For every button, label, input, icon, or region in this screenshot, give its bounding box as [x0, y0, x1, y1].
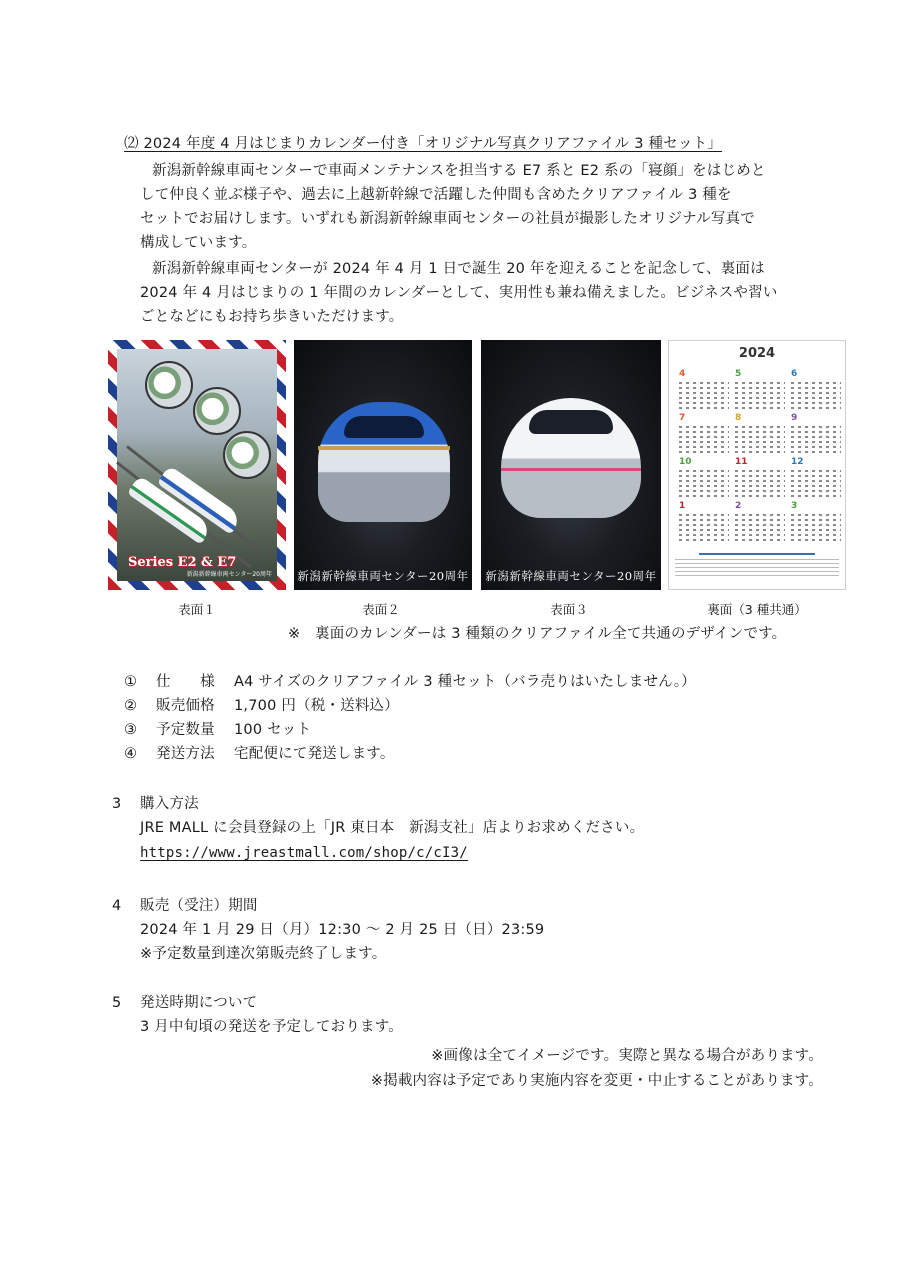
calendar-note: ※ 裏面のカレンダーは 3 種類のクリアファイル全て共通のデザインです。 [288, 626, 787, 642]
para1-line1: 新潟新幹線車両センターで車両メンテナンスを担当する E7 系と E2 系の「寝顔」をはじめと [152, 163, 766, 179]
para1-line2: して仲良く並ぶ様子や、過去に上越新幹線で活躍した仲間も含めたクリアファイル 3 種を [140, 187, 732, 203]
calendar-day-grid [735, 514, 785, 544]
sales-period: 2024 年 1 月 29 日（月）12:30 ～ 2 月 25 日（日）23:59 [140, 922, 545, 938]
calendar-month-number: 1 [679, 501, 686, 511]
section3-title: 購入方法 [140, 796, 199, 812]
calendar-day-grid [735, 382, 785, 412]
clear-file-front1-image [108, 340, 286, 590]
calendar-footer-title [699, 553, 815, 555]
calendar-footer-text [675, 559, 839, 579]
clear-file-back-calendar-image [668, 340, 846, 590]
front1-photo [117, 349, 277, 581]
calendar-day-grid [679, 470, 729, 500]
train-windshield [529, 410, 613, 434]
spec-label-4: 発送方法 [156, 746, 215, 762]
calendar-month-number: 12 [791, 457, 804, 467]
calendar-month [791, 369, 841, 419]
calendar-month-number: 6 [791, 369, 798, 379]
calendar-month-number: 4 [679, 369, 686, 379]
caption-front2: 表面２ [362, 602, 400, 617]
calendar-month-number: 2 [735, 501, 742, 511]
para2-line1: 新潟新幹線車両センターが 2024 年 4 月 1 日で誕生 20 年を迎えることを記念して、裏面は [152, 261, 765, 277]
inset-photo-3 [223, 431, 271, 479]
section4-title: 販売（受注）期間 [140, 898, 258, 914]
calendar-month-number: 3 [791, 501, 798, 511]
calendar-month-number: 7 [679, 413, 686, 423]
calendar-month [791, 501, 841, 551]
calendar-day-grid [791, 470, 841, 500]
train-stripe [501, 468, 641, 471]
clear-file-front2-image [294, 340, 472, 590]
sales-end-note: ※予定数量到達次第販売終了します。 [140, 946, 387, 962]
calendar-month [735, 457, 785, 507]
calendar-day-grid [791, 426, 841, 456]
calendar-month [679, 369, 729, 419]
para1-line4: 構成しています。 [140, 235, 257, 251]
spec-label-1: 仕 様 [156, 674, 215, 690]
spec-num-2: ② [124, 698, 138, 714]
clear-file-front3-image [481, 340, 661, 590]
front3-label: 新潟新幹線車両センター20周年 [485, 569, 657, 583]
calendar-day-grid [791, 514, 841, 544]
series-label: Series E2 & E7 [128, 555, 237, 570]
section4-number: 4 [112, 898, 122, 914]
spec-value-2: 1,700 円（税・送料込） [234, 698, 399, 714]
calendar-day-grid [735, 470, 785, 500]
para1-line3: セットでお届けします。いずれも新潟新幹線車両センターの社員が撮影したオリジナル写真で [140, 211, 755, 227]
caption-front3: 表面３ [550, 602, 588, 617]
section3-text: JRE MALL に会員登録の上「JR 東日本 新潟支社」店よりお求めください。 [140, 820, 645, 836]
calendar-month-number: 11 [735, 457, 748, 467]
spec-label-3: 予定数量 [156, 722, 215, 738]
calendar-month [791, 457, 841, 507]
spec-value-3: 100 セット [234, 722, 312, 738]
calendar-day-grid [679, 514, 729, 544]
calendar-day-grid [791, 382, 841, 412]
spec-num-4: ④ [124, 746, 138, 762]
spec-num-3: ③ [124, 722, 138, 738]
train-nose-e7 [318, 402, 450, 522]
calendar-month [679, 413, 729, 463]
section5-title: 発送時期について [140, 995, 258, 1011]
front1-small-text: 新潟新幹線車両センター20周年 [186, 571, 272, 578]
para2-line3: ごとなどにもお持ち歩きいただけます。 [140, 309, 404, 325]
jre-mall-link[interactable]: https://www.jreastmall.com/shop/c/cI3/ [140, 845, 468, 861]
train-stripe [318, 446, 450, 450]
spec-num-1: ① [124, 674, 138, 690]
calendar-month [679, 501, 729, 551]
para2-line2: 2024 年 4 月はじまりの 1 年間のカレンダーとして、実用性も兼ね備えました。ビジネスや習い [140, 285, 778, 301]
calendar-year: 2024 [738, 346, 776, 361]
calendar-month [735, 413, 785, 463]
calendar-month [791, 413, 841, 463]
calendar-month-number: 8 [735, 413, 742, 423]
footnote-image: ※画像は全てイメージです。実際と異なる場合があります。 [431, 1048, 823, 1064]
calendar-month [735, 501, 785, 551]
section5-number: 5 [112, 995, 122, 1011]
calendar-month [679, 457, 729, 507]
inset-photo-1 [145, 361, 193, 409]
train-windshield [344, 416, 424, 438]
spec-value-1: A4 サイズのクリアファイル 3 種セット（バラ売りはいたしません。） [234, 674, 696, 690]
train-nose-e2 [501, 398, 641, 518]
footnote-change: ※掲載内容は予定であり実施内容を変更・中止することがあります。 [370, 1073, 823, 1089]
calendar-month [735, 369, 785, 419]
section5-text: 3 月中旬頃の発送を予定しております。 [140, 1019, 403, 1035]
calendar-day-grid [679, 426, 729, 456]
caption-back: 裏面（3 種共通） [707, 602, 807, 617]
caption-front1: 表面１ [178, 602, 216, 617]
calendar-day-grid [679, 382, 729, 412]
front2-label: 新潟新幹線車両センター20周年 [297, 569, 469, 583]
section2-heading: ⑵ 2024 年度 4 月はじまりカレンダー付き「オリジナル写真クリアファイル 3 種セット」 [124, 136, 722, 152]
section3-number: 3 [112, 796, 122, 812]
calendar-day-grid [735, 426, 785, 456]
spec-value-4: 宅配便にて発送します。 [234, 746, 395, 762]
calendar-month-number: 9 [791, 413, 798, 423]
spec-label-2: 販売価格 [156, 698, 215, 714]
calendar-month-number: 10 [679, 457, 692, 467]
calendar-month-number: 5 [735, 369, 742, 379]
inset-photo-2 [193, 387, 241, 435]
